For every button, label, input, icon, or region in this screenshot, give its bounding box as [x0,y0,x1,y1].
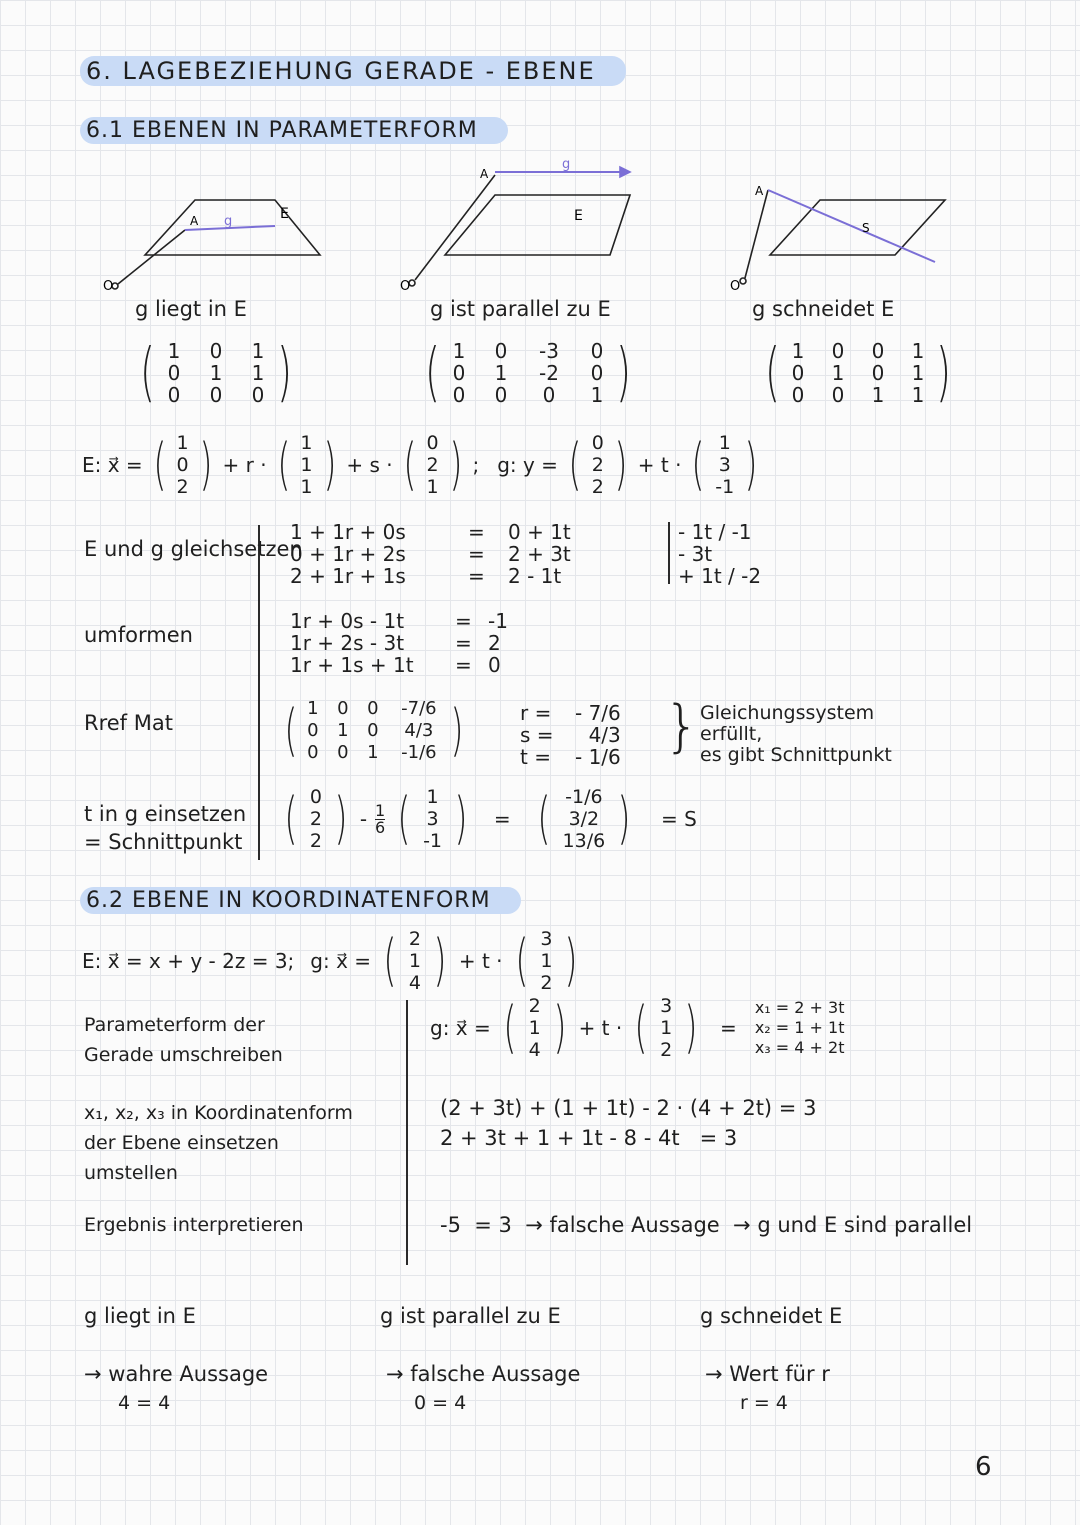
rref-note: Gleichungssystem erfüllt, es gibt Schnittpunkt [700,702,892,766]
label-s-3: S [862,221,870,235]
koord-g: g: x⃗ = [310,949,372,973]
page-number: 6 [975,1452,992,1482]
label-o-1: O [103,279,114,294]
diagram-parallel [409,167,630,286]
bottom-parallel-b: 0 = 4 [414,1392,467,1414]
step-koord-einsetzen: x₁, x₂, x₃ in Koordinatenform der Ebene einsetzen umstellen [84,1102,353,1184]
insert-line-2: 2 + 3t + 1 + 1t - 8 - 4t = 3 [440,1126,738,1150]
label-g-2: g [562,157,571,172]
matrix-schneidet: ( 1 0 0 1 0 1 0 1 0 0 1 1 ) [764,336,951,410]
steps-divider-1 [258,525,260,860]
umformen-eq: = = = [455,609,472,677]
rref-vals: - 7/6 4/3 - 1/6 [575,701,621,769]
matrix-liegt: ( 1 0 1 0 1 1 0 0 0 ) [139,336,292,410]
step-umformen: umformen [84,623,193,647]
system-eq: = = = [468,520,485,588]
system-rhs: 0 + 1t 2 + 3t 2 - 1t [508,520,571,588]
bottom-parallel: g ist parallel zu E [380,1304,561,1328]
step-param-umschreiben: Parameterform der Gerade umschreiben [84,1014,283,1066]
case-liegt-label: g liegt in E [135,297,247,321]
bottom-schneidet-b: r = 4 [740,1392,788,1414]
label-o-3: O [730,279,741,294]
label-e-2: E [574,208,583,224]
umformen-lhs: 1r + 0s - 1t 1r + 2s - 3t 1r + 1s + 1t [290,609,414,677]
schnitt-calc: ( 0 2 2 ) - 1 6 ( 1 3 -1 ) = ( -1/6 3/2 13/6 ) = S [284,786,697,852]
rref-vars: r = s = t = [520,701,554,769]
label-a-1: A [190,214,199,228]
bottom-liegt-a: → wahre Aussage [84,1362,269,1386]
insert-line-1: (2 + 3t) + (1 + 1t) - 2 · (4 + 2t) = 3 [440,1096,817,1120]
position-diagrams [0,150,1080,300]
label-a-2: A [480,167,489,181]
brace: } [664,694,700,759]
rewrite-line: g: x⃗ = ( 2 1 4 ) + t · ( 3 1 2 ) = x₁ = 2 + 3t x₂ = 1 + 1t x₃ = 4 + 2t [430,995,845,1061]
diagram-schneidet [740,190,945,284]
label-g-1: g [224,214,233,229]
matrix-parallel: ( 1 0 -3 0 0 1 -2 0 0 0 0 1 ) [424,336,631,410]
step-einsetzen: t in g einsetzen = Schnittpunkt [84,802,247,854]
ops-divider [668,522,670,584]
steps-divider-2 [406,1000,408,1265]
step-rref: Rref Mat [84,711,173,735]
matrix-schneidet-cells: 1 0 0 1 0 1 0 1 0 0 1 1 [791,339,925,407]
step-ergebnis: Ergebnis interpretieren [84,1214,304,1236]
system-lhs: 1 + 1r + 0s 0 + 1r + 2s 2 + 1r + 1s [290,520,406,588]
system-ops: - 1t / -1 - 3t + 1t / -2 [678,520,762,588]
point-s: = S [661,807,697,831]
bottom-liegt-b: 4 = 4 [118,1392,171,1414]
section-6-2-title: 6.2 EBENE IN KOORDINATENFORM [80,888,521,913]
step-gleichsetzen: E und g gleichsetzen [84,537,303,561]
label-a-3: A [755,184,764,198]
param-equation: E: x⃗ = ( 1 0 2 ) + r · ( 1 1 1 ) + s · ( 0 2 1 ) ; g: y = ( 0 2 2 ) + t · ( 1 3 -1 ) [82,432,758,498]
case-parallel-label: g ist parallel zu E [430,297,611,321]
rref-matrix: ( 1 0 0 -7/6 0 1 0 4/3 0 0 1 -1/6 ) [284,698,464,763]
koord-equation: E: x⃗ = x + y - 2z = 3; g: x⃗ = ( 2 1 4 ) + t · ( 3 1 2 ) [82,928,578,994]
umformen-rhs: -1 2 0 [488,609,508,677]
label-o-2: O [400,279,411,294]
koord-e: E: x⃗ = x + y - 2z = 3; [82,949,295,973]
matrix-parallel-cells: 1 0 -3 0 0 1 -2 0 0 0 0 1 [452,339,604,407]
section-6-1-title: 6.1 EBENEN IN PARAMETERFORM [80,118,508,143]
bottom-schneidet-a: → Wert für r [705,1362,830,1386]
case-schneidet-label: g schneidet E [752,297,895,321]
matrix-liegt-cells: 1 0 1 0 1 1 0 0 0 [167,339,265,407]
bottom-schneidet: g schneidet E [700,1304,843,1328]
bottom-parallel-a: → falsche Aussage [386,1362,581,1386]
result-line: -5 = 3 → falsche Aussage → g und E sind parallel [440,1213,973,1237]
label-e-1: E [280,206,289,222]
g-label: g: y = [497,453,558,477]
rref-cells: 1 0 0 -7/6 0 1 0 4/3 0 0 1 -1/6 [307,698,437,763]
chapter-title: 6. LAGEBEZIEHUNG GERADE - EBENE [80,57,626,85]
e-label: E: x⃗ = [82,453,143,477]
bottom-liegt: g liegt in E [84,1304,196,1328]
